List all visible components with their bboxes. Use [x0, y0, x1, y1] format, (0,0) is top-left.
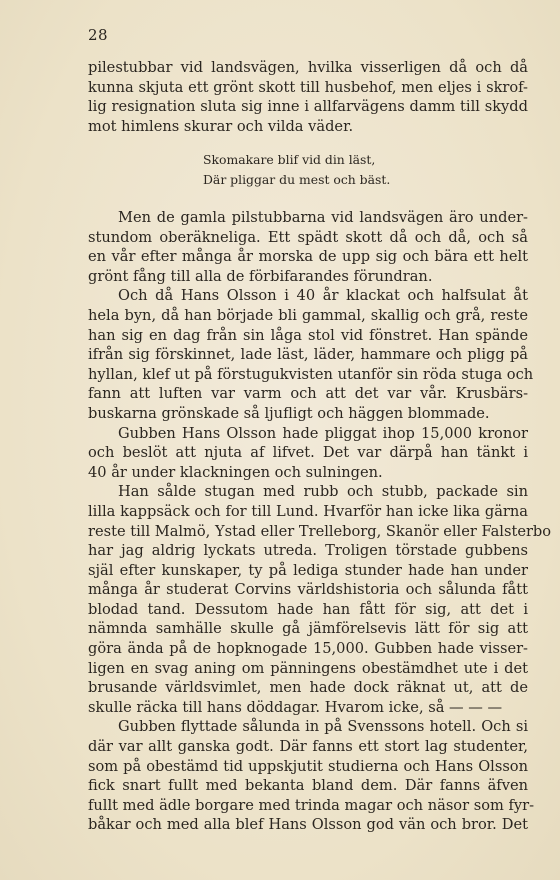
text-line: reste till Malmö, Ystad eller Trelleborg, Skanör eller Falsterbo: [88, 522, 552, 540]
text-line: fann att luften var varm och att det var vår. Krusbärs-: [88, 385, 528, 403]
text-line: brusande världsvimlet, men hade dock räknat ut, att de: [88, 679, 528, 697]
text-line: en vår efter många år morska de upp sig och bära ett helt: [88, 248, 528, 266]
text-line: buskarna grönskade så ljufligt och häggen blommade.: [88, 404, 490, 422]
text-line: Han sålde stugan med rubb och stubb, packade sin: [118, 483, 528, 501]
text-line: mot himlens skurar och vilda väder.: [88, 117, 354, 135]
text-line: fick snart fullt med bekanta bland dem. Där fanns äfven: [88, 777, 528, 795]
text-line: fullt med ädle borgare med trinda magar och näsor som fyr-: [88, 796, 535, 814]
text-line: Gubben Hans Olsson hade pliggat ihop 15,000 kronor: [118, 424, 528, 442]
text-line: själ efter kunskaper, ty på lediga stunder hade han under: [88, 561, 528, 579]
text-line: där var allt ganska godt. Där fanns ett stort lag studenter,: [88, 738, 528, 756]
text-line: hela byn, då han började bli gammal, skallig och grå, reste: [88, 306, 528, 324]
text-line: lilla kappsäck och for till Lund. Hvarför han icke lika gärna: [88, 502, 528, 520]
verse-quote: [88, 150, 528, 190]
main-text: [88, 208, 552, 835]
text-line: har jag aldrig lyckats utreda. Troligen törstade gubbens: [88, 542, 528, 560]
paragraph-continued: [88, 58, 528, 136]
verse-line: Skomakare blif vid din läst,: [203, 152, 376, 167]
text-line: ligen en svag aning om pänningens obestämdhet ute i det: [88, 659, 528, 677]
text-line: grönt fång till alla de förbifarandes förundran.: [88, 267, 433, 285]
text-line: lig resignation sluta sig inne i allfarvägens damm till skydd: [88, 98, 528, 116]
text-line: göra ända på de hopknogade 15,000. Gubben hade visser-: [88, 640, 528, 658]
page-number: 28: [88, 26, 109, 44]
text-line: Gubben flyttade sålunda in på Svenssons hotell. Och si: [118, 718, 528, 736]
text-line: hyllan, klef ut på förstugukvisten utanför sin röda stuga och: [88, 365, 534, 383]
text-line: pilestubbar vid landsvägen, hvilka visserligen då och då: [88, 59, 528, 76]
text-line: båkar och med alla blef Hans Olsson god vän och bror. Det: [88, 816, 528, 834]
text-line: stundom oberäkneliga. Ett spädt skott då och då, och så: [88, 228, 528, 246]
text-line: 40 år under klackningen och sulningen.: [88, 463, 383, 481]
text-line: som på obestämd tid uppskjutit studierna och Hans Olsson: [88, 757, 528, 775]
text-line: blodad tand. Dessutom hade han fått för sig, att det i: [88, 600, 528, 618]
text-line: ifrån sig förskinnet, lade läst, läder, hammare och pligg på: [88, 346, 528, 364]
text-line: han sig en dag från sin låga stol vid fönstret. Han spände: [88, 326, 528, 344]
text-line: Och då Hans Olsson i 40 år klackat och halfsulat åt: [118, 287, 528, 305]
text-line: nämnda samhälle skulle gå jämförelsevis lätt för sig att: [88, 620, 528, 638]
text-line: och beslöt att njuta af lifvet. Det var därpå han tänkt i: [88, 444, 528, 462]
text-line: många år studerat Corvins världshistoria och sålunda fått: [88, 581, 528, 599]
text-line: kunna skjuta ett grönt skott till husbehof, men eljes i skrof-: [88, 78, 528, 96]
text-line: Men de gamla pilstubbarna vid landsvägen äro under-: [118, 209, 528, 226]
text-line: skulle räcka till hans döddagar. Hvarom icke, så — — —: [88, 698, 503, 716]
verse-line: Där pliggar du mest och bäst.: [203, 172, 391, 187]
